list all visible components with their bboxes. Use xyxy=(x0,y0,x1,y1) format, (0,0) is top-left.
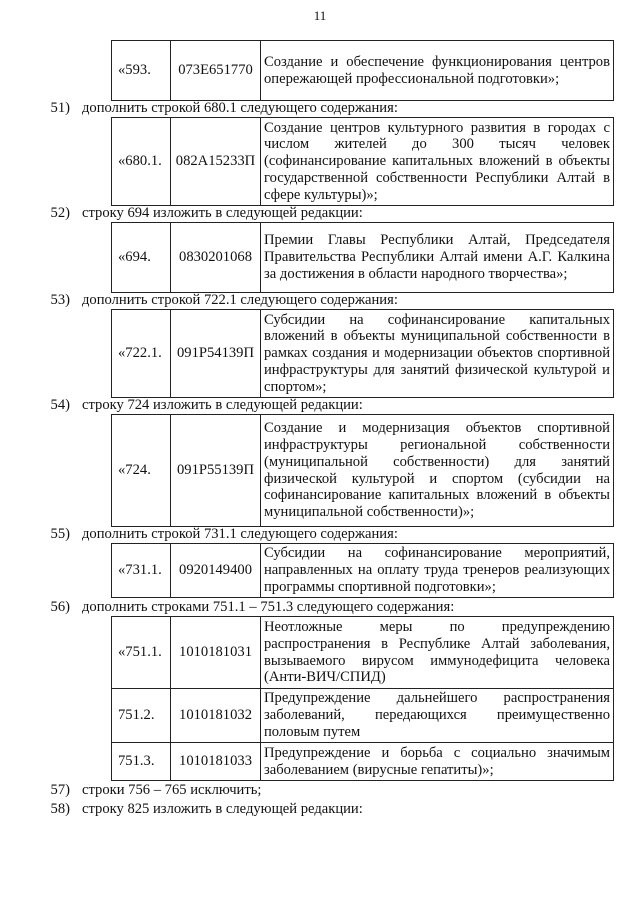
budget-table-724 xyxy=(111,414,614,527)
instruction-text: дополнить строкой 731.1 следующего содержания: xyxy=(82,526,398,542)
row-kbk-code: 0830201068 xyxy=(171,223,261,293)
row-description: Субсидии на софинансирование капитальных вложений в объекты муниципальной собственности в рамках создания и модернизации объектов спортивной инфраструктуры для занятий физической культурой и спортом»; xyxy=(261,310,614,398)
instruction-55 xyxy=(0,526,398,543)
row-description: Субсидии на софинансирование мероприятий, направленных на оплату труда тренеров реализующих программы спортивной подготовки»; xyxy=(261,544,614,598)
instruction-number: 56) xyxy=(50,599,70,615)
instruction-number: 54) xyxy=(50,397,70,413)
row-kbk-code: 073E651770 xyxy=(171,41,261,101)
instruction-number: 51) xyxy=(50,100,70,116)
row-code: «751.1. xyxy=(112,617,171,689)
row-description: Создание и обеспечение функционирования центров опережающей профессиональной подготовки»; xyxy=(261,41,614,101)
row-code: «731.1. xyxy=(112,544,171,598)
row-kbk-code: 091P54139П xyxy=(171,310,261,398)
row-kbk-code: 0920149400 xyxy=(171,544,261,598)
table-row xyxy=(112,544,614,598)
row-description: Предупреждение дальнейшего распространения заболеваний, передающихся преимущественно половым путем xyxy=(261,689,614,743)
row-code: «722.1. xyxy=(112,310,171,398)
row-code: «724. xyxy=(112,415,171,527)
table-row xyxy=(112,743,614,781)
instruction-57 xyxy=(0,782,261,799)
table-row xyxy=(112,617,614,689)
budget-table-694 xyxy=(111,222,614,293)
table-row xyxy=(112,41,614,101)
row-kbk-code: 1010181033 xyxy=(171,743,261,781)
table-row xyxy=(112,223,614,293)
row-description: Неотложные меры по предупреждению распространения в Республике Алтай заболевания, вызываемого вирусом иммунодефицита человека (Анти-ВИЧ/СПИД) xyxy=(261,617,614,689)
row-kbk-code: 091P55139П xyxy=(171,415,261,527)
instruction-text: дополнить строкой 680.1 следующего содержания: xyxy=(82,100,398,116)
instruction-text: дополнить строками 751.1 – 751.3 следующего содержания: xyxy=(82,599,455,615)
row-kbk-code: 1010181031 xyxy=(171,617,261,689)
row-code: «680.1. xyxy=(112,118,171,206)
table-row xyxy=(112,310,614,398)
table-row xyxy=(112,689,614,743)
instruction-number: 55) xyxy=(50,526,70,542)
instruction-56 xyxy=(0,599,454,616)
instruction-number: 57) xyxy=(50,782,70,798)
row-description: Предупреждение и борьба с социально значимым заболеванием (вирусные гепатиты)»; xyxy=(261,743,614,781)
row-description: Создание центров культурного развития в городах с числом жителей до 300 тысяч человек (софинансирование капитальных вложений в объекты государственной собственности Республики Алтай в сфере культуры)»; xyxy=(261,118,614,206)
row-code: «593. xyxy=(112,41,171,101)
row-code: 751.2. xyxy=(112,689,171,743)
row-code: 751.3. xyxy=(112,743,171,781)
instruction-52 xyxy=(0,205,363,222)
instruction-text: строку 694 изложить в следующей редакции: xyxy=(82,205,363,221)
instruction-number: 52) xyxy=(50,205,70,221)
row-kbk-code: 1010181032 xyxy=(171,689,261,743)
budget-table-680-1 xyxy=(111,117,614,206)
row-description: Создание и модернизация объектов спортивной инфраструктуры региональной собственности (муниципальной собственности) для занятий физической культурой и спортом (субсидии на софинансирование капитальных вложений в объекты муниципальной собственности)»; xyxy=(261,415,614,527)
instruction-number: 58) xyxy=(50,801,70,817)
table-row xyxy=(112,415,614,527)
row-description: Премии Главы Республики Алтай, Председателя Правительства Республики Алтай имени А.Г. Калкина за достижения в области народного творчества»; xyxy=(261,223,614,293)
instruction-58 xyxy=(0,801,363,818)
instruction-text: строку 724 изложить в следующей редакции: xyxy=(82,397,363,413)
budget-table-751 xyxy=(111,616,614,781)
instruction-54 xyxy=(0,397,363,414)
budget-table-731-1 xyxy=(111,543,614,598)
instruction-text: строку 825 изложить в следующей редакции: xyxy=(82,801,363,817)
instruction-text: строки 756 – 765 исключить; xyxy=(82,782,262,798)
instruction-number: 53) xyxy=(50,292,70,308)
budget-table-593 xyxy=(111,40,614,101)
row-kbk-code: 082A15233П xyxy=(171,118,261,206)
instruction-53 xyxy=(0,292,398,309)
instruction-51 xyxy=(0,100,398,117)
row-code: «694. xyxy=(112,223,171,293)
budget-table-722-1 xyxy=(111,309,614,398)
instruction-text: дополнить строкой 722.1 следующего содержания: xyxy=(82,292,398,308)
table-row xyxy=(112,118,614,206)
page-number: 11 xyxy=(313,8,327,23)
